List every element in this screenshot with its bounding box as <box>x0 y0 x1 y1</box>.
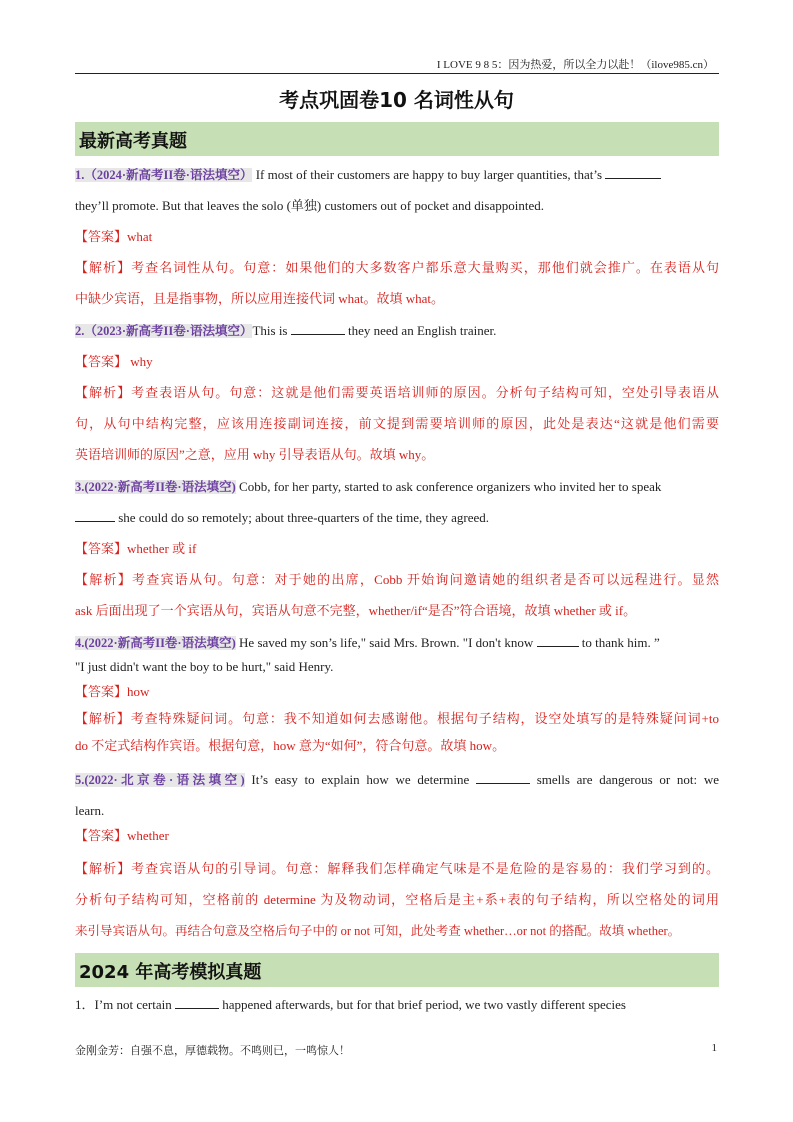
question-2-answer <box>75 353 719 371</box>
question-4-answer <box>75 683 719 701</box>
question-5-text-after: smells are dangerous or not: we <box>530 772 720 787</box>
question-4-analysis-2: do 不定式结构作宾语。根据句意，how 意为“如何”，符合句意。故填 how。 <box>75 738 506 753</box>
question-1-tag: 1.（2024·新高考II卷·语法填空） <box>75 168 253 182</box>
question-3-blank <box>75 509 115 522</box>
analysis-label: 【解析】 <box>75 260 132 275</box>
question-1-blank <box>605 166 661 179</box>
mock-question-1 <box>75 996 719 1014</box>
question-4-tag: 4.(2022·新高考II卷·语法填空) <box>75 636 236 650</box>
question-2-analysis-3: 英语培训师的原因”之意，应用 why 引导表语从句。故填 why。 <box>75 447 435 462</box>
question-5-analysis-3: 来引导宾语从句。再结合句意及空格后句子中的 or not 可知，此处考查 whether…or not 的搭配。故填 whether。 <box>75 924 681 938</box>
question-4-blank <box>537 634 579 647</box>
question-2-blank <box>291 322 345 335</box>
question-2-analysis-1 <box>75 384 719 402</box>
question-5-line-1 <box>75 771 719 789</box>
question-2-tag: 2.（2023·新高考II卷·语法填空） <box>75 324 253 338</box>
question-1-analysis-1 <box>75 259 719 277</box>
analysis-label: 【解析】 <box>75 861 132 876</box>
question-2-line-1 <box>75 322 719 340</box>
question-5-line-2: learn. <box>75 803 105 818</box>
question-4-line-1 <box>75 634 719 652</box>
question-1-line-2: they’ll promote. But that leaves the solo (单独) customers out of pocket and disappointed. <box>75 198 544 213</box>
question-3-analysis-1 <box>75 571 719 589</box>
answer-value: whether <box>127 828 169 843</box>
analysis-text: 考查特殊疑问词。句意：我不知道如何去感谢他。根据句子结构，设空处填写的是特殊疑问词+to <box>130 711 719 726</box>
analysis-text: 考查宾语从句。句意：对于她的出席，Cobb 开始询问邀请她的组织者是否可以远程进行。显然 <box>131 572 719 587</box>
question-5-answer <box>75 827 719 845</box>
mock-question-1-after: happened afterwards, but for that brief period, we two vastly different species <box>219 997 626 1012</box>
answer-value: why <box>127 354 153 369</box>
analysis-text: 考查名词性从句。句意：如果他们的大多数客户都乐意大量购买，那他们就会推广。在表语从句 <box>131 260 719 275</box>
mock-question-1-before: 1．I’m not certain <box>75 997 175 1012</box>
question-3-text-1: Cobb, for her party, started to ask conference organizers who invited her to speak <box>235 479 662 494</box>
question-4-analysis-1 <box>75 710 719 728</box>
question-5-analysis-2: 分析句子结构可知，空格前的 determine 为及物动词，空格后是主+系+表的句子结构，所以空格处的词用 <box>75 892 719 907</box>
section-header-latest-exams <box>75 122 719 156</box>
analysis-text: 考查表语从句。句意：这就是他们需要英语培训师的原因。分析句子结构可知，空处引导表语从 <box>131 385 719 400</box>
answer-value: whether 或 if <box>127 541 197 556</box>
analysis-label: 【解析】 <box>75 385 132 400</box>
answer-label: 【答案】 <box>75 229 128 244</box>
question-3-text-2: she could do so remotely; about three-quarters of the time, they agreed. <box>115 510 489 525</box>
header-slogan: I LOVE 9 8 5：因为热爱，所以全力以赴！（ilove985.cn） <box>436 59 714 71</box>
question-2-text-after: they need an English trainer. <box>344 323 497 338</box>
page-title: 考点巩固卷10 名词性从句 <box>279 88 514 112</box>
question-3-analysis-2: ask 后面出现了一个宾语从句，宾语从句意不完整，whether/if“是否”符合语境，故填 whether 或 if。 <box>75 603 637 618</box>
question-1-analysis-2: 中缺少宾语，且是指事物，所以应用连接代词 what。故填 what。 <box>75 291 445 306</box>
section-title: 最新高考真题 <box>79 131 187 152</box>
question-3-answer <box>75 540 719 558</box>
question-1-text-1: If most of their customers are happy to buy larger quantities, that’s <box>252 167 606 182</box>
header-rule <box>75 73 719 74</box>
question-1-answer <box>75 228 719 246</box>
question-5-tag: 5.(2022·北京卷·语法填空) <box>75 773 245 787</box>
section-title: 2024 年高考模拟真题 <box>79 962 262 983</box>
answer-label: 【答案】 <box>75 828 128 843</box>
question-5-text-before: It’s easy to explain how we determine <box>244 772 477 787</box>
mock-question-1-blank <box>175 996 219 1009</box>
section-header-mock-exams <box>75 953 719 987</box>
question-2-analysis-2: 句，从句中结构完整，应该用连接副词连接，前文提到需要培训师的原因，此处是表达“这就是他们需要 <box>75 416 719 431</box>
question-4-text-before: He saved my son’s life," said Mrs. Brown. "I don't know <box>235 635 537 650</box>
footer-slogan: 金刚金芳：自强不息，厚德载物。不鸣则已，一鸣惊人！ <box>75 1045 350 1057</box>
analysis-text: 考查宾语从句的引导词。句意：解释我们怎样确定气味是不是危险的是容易的：我们学习到的。 <box>131 861 719 876</box>
answer-value: how <box>127 684 150 699</box>
question-3-line-2 <box>75 509 719 527</box>
question-4-text-after: to thank him. ” <box>578 635 660 650</box>
question-3-line-1 <box>75 478 719 496</box>
question-2-text-before: This is <box>252 323 291 338</box>
analysis-label: 【解析】 <box>75 572 132 587</box>
analysis-label: 【解析】 <box>75 711 131 726</box>
question-1-line-1 <box>75 166 719 184</box>
answer-value: what <box>127 229 153 244</box>
answer-label: 【答案】 <box>75 354 128 369</box>
question-4-line-2: "I just didn't want the boy to be hurt," said Henry. <box>75 659 334 674</box>
answer-label: 【答案】 <box>75 684 128 699</box>
page-number: 1 <box>711 1042 717 1054</box>
question-3-tag: 3.(2022·新高考II卷·语法填空) <box>75 480 236 494</box>
question-5-analysis-1 <box>75 860 719 878</box>
question-5-blank <box>476 771 530 784</box>
answer-label: 【答案】 <box>75 541 128 556</box>
